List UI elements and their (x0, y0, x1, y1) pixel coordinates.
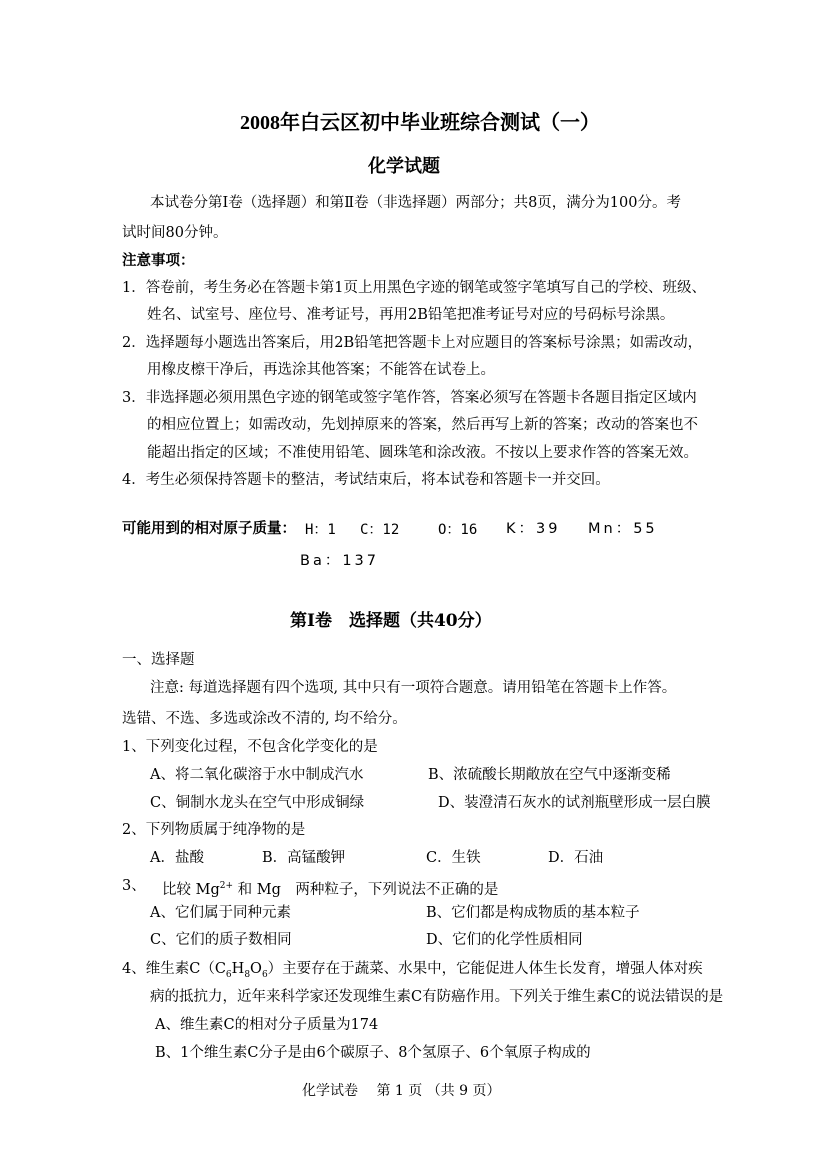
notice-line: 4．考生必须保持答题卡的整洁，考试结束后，将本试卷和答题卡一并交回。 (122, 472, 610, 488)
question-2-option-a: A．盐酸 (150, 850, 204, 866)
formula-subscript: 6 (261, 969, 268, 980)
notice-line: 能超出指定的区域；不准使用铅笔、圆珠笔和涂改液。不按以上要求作答的答案无效。 (147, 445, 698, 461)
atomic-mass-c: C：12 (360, 522, 400, 538)
question-4-stem-text: ）主要存在于蔬菜、水果中，它能促进人体生长发育，增强人体对疾 (267, 961, 703, 977)
formula-element: O (250, 961, 262, 977)
question-1-stem: 1、下列变化过程，不包含化学变化的是 (122, 739, 378, 755)
question-2-stem: 2、下列物质属于纯净物的是 (122, 822, 306, 838)
page-footer: 化学试卷 第 1 页 （共 9 页） (302, 1083, 501, 1099)
notice-line: 1．答卷前，考生务必在答题卡第1页上用黑色字迹的钢笔或签字笔填写自己的学校、班级、 (122, 280, 706, 296)
atomic-mass-k: K：39 (506, 521, 561, 537)
formula-subscript: 8 (244, 969, 251, 980)
question-3-option-b: B、它们都是构成物质的基本粒子 (426, 905, 640, 921)
section-title: 第Ⅰ卷 选择题（共40分） (290, 611, 492, 631)
question-1-option-b: B、浓硫酸长期敞放在空气中逐渐变稀 (428, 767, 671, 783)
notice-heading: 注意事项： (122, 252, 195, 269)
notice-line: 姓名、试室号、座位号、准考证号，再用2B铅笔把准考证号对应的号码标号涂黑。 (147, 307, 675, 323)
question-3-charge: 2+ (219, 881, 234, 891)
atomic-mass-h: H：1 (305, 522, 336, 538)
question-3-stem-text: 比较 Mg (162, 881, 220, 898)
intro-line-1: 本试卷分第Ⅰ卷（选择题）和第Ⅱ卷（非选择题）两部分；共8页，满分为100分。考 (150, 195, 681, 211)
part-heading: 一、选择题 (122, 652, 195, 668)
formula-element: H (231, 961, 245, 977)
part-note: 注意: 每道选择题有四个选项, 其中只有一项符合题意。请用铅笔在答题卡上作答。 (150, 680, 677, 696)
question-3-stem (162, 876, 498, 900)
question-3-option-a: A、它们属于同种元素 (150, 905, 291, 921)
formula-subscript: 6 (225, 969, 232, 980)
question-1-option-d: D、装澄清石灰水的试剂瓶壁形成一层白膜 (438, 795, 711, 811)
page-subtitle: 化学试题 (368, 156, 440, 177)
question-4-stem-line-2: 病的抵抗力，近年来科学家还发现维生素C有防癌作用。下列关于维生素C的说法错误的是 (150, 989, 724, 1005)
notice-line: 用橡皮檫干净后，再选涂其他答案；不能答在试卷上。 (147, 362, 495, 378)
atomic-mass-label: 可能用到的相对原子质量： (122, 520, 296, 537)
notice-line: 3．非选择题必须用黑色字迹的钢笔或签字笔作答，答案必须写在答题卡各题目指定区域内 (122, 390, 697, 406)
question-4-stem-text: 4、维生素C（C (122, 961, 226, 977)
notice-line: 的相应位置上；如需改动，先划掉原来的答案，然后再写上新的答案；改动的答案也不 (147, 417, 698, 433)
question-4-option-b: B、1个维生素C分子是由6个碳原子、8个氢原子、6个氧原子构成的 (155, 1045, 591, 1061)
atomic-mass-ba: Ba：137 (300, 553, 380, 569)
question-3-option-d: D、它们的化学性质相同 (426, 932, 583, 948)
question-3-option-c: C、它们的质子数相同 (150, 932, 292, 948)
question-1-option-a: A、将二氧化碳溶于水中制成汽水 (150, 767, 364, 783)
intro-line-2: 试时间80分钟。 (122, 225, 228, 241)
page-title: 2008年白云区初中毕业班综合测试（一） (240, 112, 600, 134)
question-2-option-c: C．生铁 (426, 850, 481, 866)
atomic-mass-mn: Mn：55 (588, 521, 658, 537)
part-note: 选错、不选、多选或涂改不清的, 均不给分。 (122, 711, 407, 727)
question-3-stem-text: 和 Mg 两种粒子，下列说法不正确的是 (233, 881, 499, 898)
question-1-option-c: C、铜制水龙头在空气中形成铜绿 (150, 795, 365, 811)
question-3-number: 3、 (122, 878, 146, 894)
question-2-option-b: B．高锰酸钾 (262, 850, 346, 866)
notice-line: 2．选择题每小题选出答案后，用2B铅笔把答题卡上对应题目的答案标号涂黑；如需改动， (122, 335, 703, 351)
atomic-mass-o: O：16 (438, 522, 478, 538)
question-4-option-a: A、维生素C的相对分子质量为174 (155, 1017, 379, 1033)
question-4-stem (122, 959, 703, 985)
question-2-option-d: D．石油 (548, 850, 604, 866)
